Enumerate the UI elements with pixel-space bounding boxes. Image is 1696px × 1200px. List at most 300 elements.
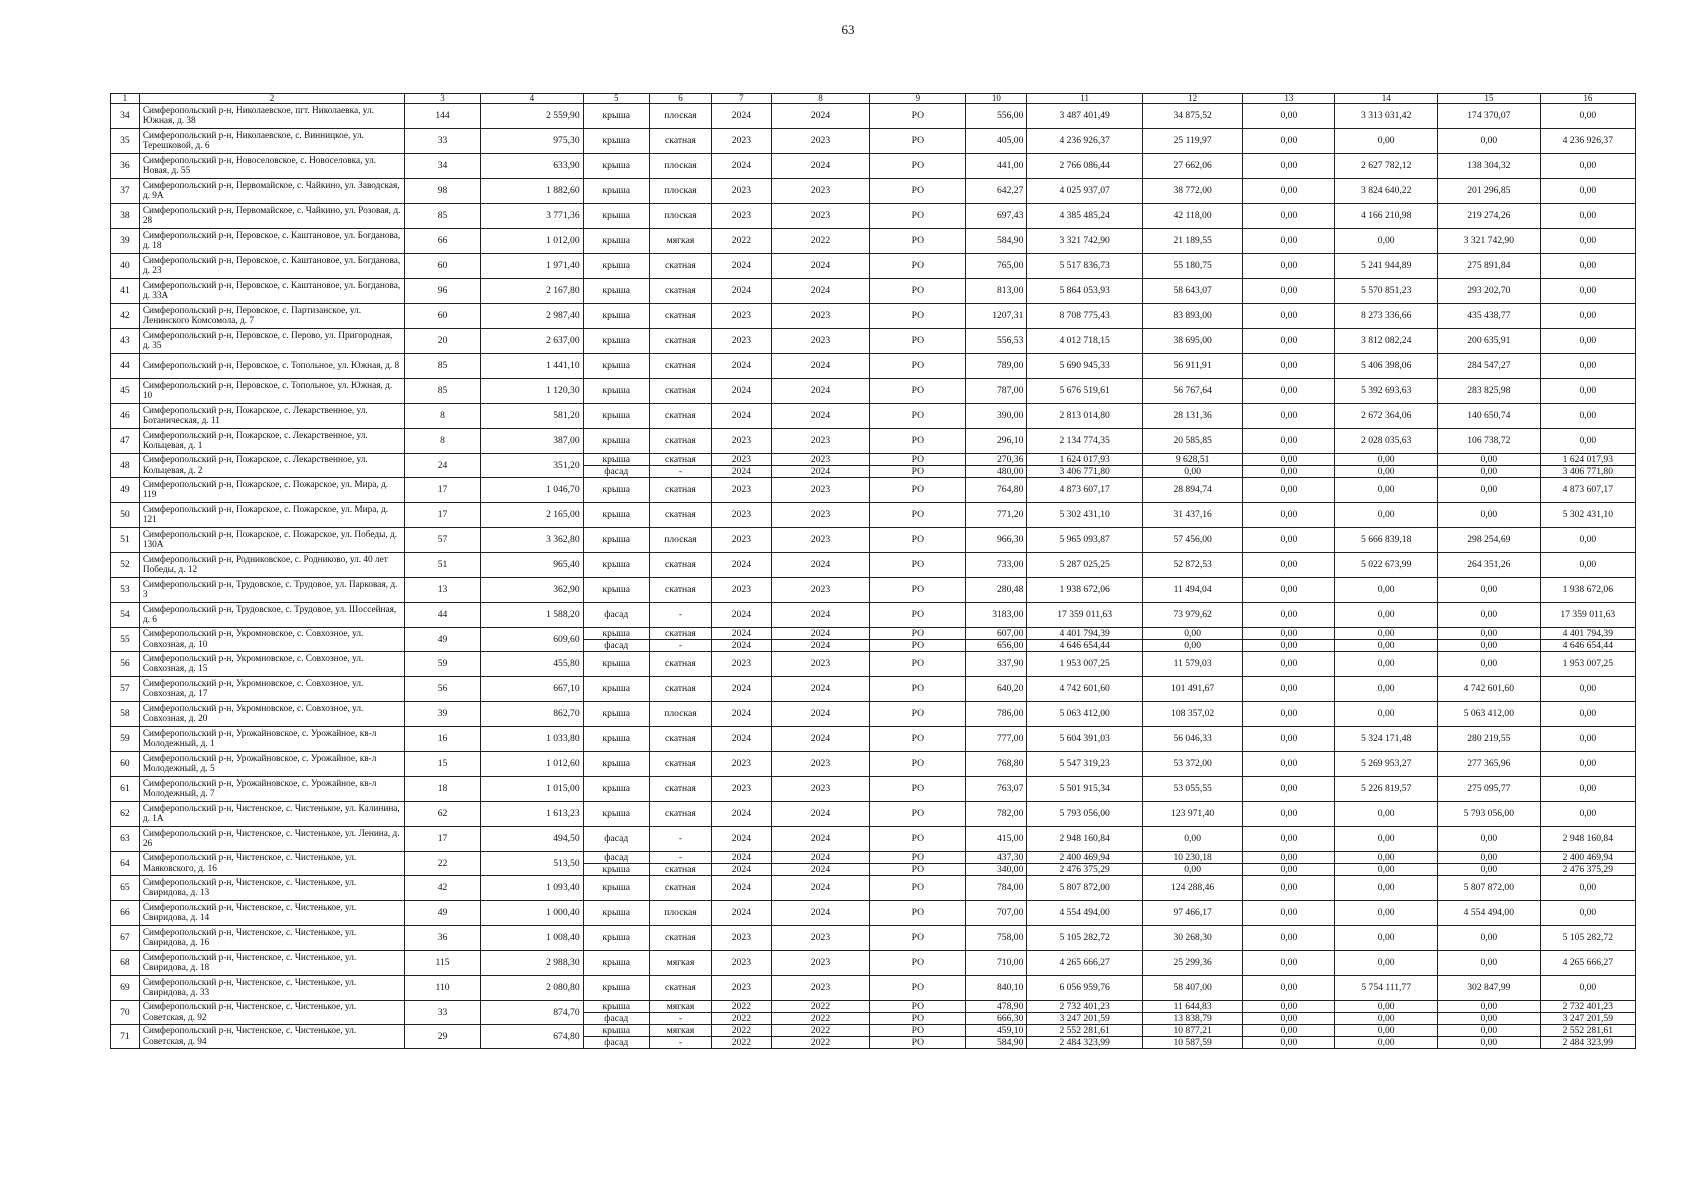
table-row <box>111 802 1636 827</box>
roof-type-cell: плоская <box>649 204 711 229</box>
column-header: 10 <box>966 94 1027 104</box>
cofinance-cell: 200 635,91 <box>1438 329 1541 354</box>
total-cost-cell: 1 938 672,06 <box>1027 578 1142 603</box>
year-start-cell: 2023 <box>711 204 771 229</box>
table-body <box>111 104 1636 1049</box>
fund-cell: 0,00 <box>1243 454 1335 466</box>
roof-type-cell: скатная <box>649 864 711 876</box>
address-cell: Симферопольский р-н, Чистенское, с. Чистенькое, ул. Советская, д. 94 <box>139 1025 404 1049</box>
own-funds-cell: 0,00 <box>1540 354 1635 379</box>
subsidy-cell: 0,00 <box>1335 876 1438 901</box>
total-area-cell: 1 613,23 <box>480 802 583 827</box>
cofinance-cell: 435 438,77 <box>1438 304 1541 329</box>
element-cell: крыша <box>583 454 649 466</box>
apartments-cell: 39 <box>405 702 481 727</box>
year-end-cell: 2022 <box>771 1025 869 1037</box>
funding-source-cell: РО <box>870 528 966 553</box>
row-number-cell: 50 <box>111 503 140 528</box>
roof-type-cell: - <box>649 852 711 864</box>
smeta-cost-cell: 123 971,40 <box>1142 802 1243 827</box>
column-header: 5 <box>583 94 649 104</box>
year-end-cell: 2024 <box>771 727 869 752</box>
cofinance-cell: 0,00 <box>1438 852 1541 864</box>
subsidy-cell: 5 406 398,06 <box>1335 354 1438 379</box>
total-area-cell: 975,30 <box>480 129 583 154</box>
apartments-cell: 17 <box>405 827 481 852</box>
funding-source-cell: РО <box>870 104 966 129</box>
address-cell: Симферопольский р-н, Урожайновское, с. Урожайное, кв-л Молодежный, д. 5 <box>139 752 404 777</box>
total-area-cell: 455,80 <box>480 652 583 677</box>
subsidy-cell: 0,00 <box>1335 1001 1438 1013</box>
year-start-cell: 2024 <box>711 603 771 628</box>
total-area-cell: 362,90 <box>480 578 583 603</box>
area-cell: 459,10 <box>966 1025 1027 1037</box>
fund-cell: 0,00 <box>1243 777 1335 802</box>
cofinance-cell: 0,00 <box>1438 129 1541 154</box>
total-cost-cell: 5 063 412,00 <box>1027 702 1142 727</box>
fund-cell: 0,00 <box>1243 254 1335 279</box>
column-header: 4 <box>480 94 583 104</box>
smeta-cost-cell: 21 189,55 <box>1142 229 1243 254</box>
element-cell: крыша <box>583 129 649 154</box>
total-cost-cell: 5 517 836,73 <box>1027 254 1142 279</box>
table-row <box>111 429 1636 454</box>
area-cell: 840,10 <box>966 976 1027 1001</box>
apartments-cell: 24 <box>405 454 481 478</box>
subsidy-cell: 5 570 851,23 <box>1335 279 1438 304</box>
column-header: 13 <box>1243 94 1335 104</box>
area-cell: 3183,00 <box>966 603 1027 628</box>
funding-source-cell: РО <box>870 926 966 951</box>
table-row <box>111 951 1636 976</box>
funding-source-cell: РО <box>870 852 966 864</box>
subsidy-cell: 0,00 <box>1335 827 1438 852</box>
funding-source-cell: РО <box>870 553 966 578</box>
cofinance-cell: 4 742 601,60 <box>1438 677 1541 702</box>
fund-cell: 0,00 <box>1243 528 1335 553</box>
total-cost-cell: 2 813 014,80 <box>1027 404 1142 429</box>
table-row <box>111 578 1636 603</box>
roof-type-cell: мягкая <box>649 1025 711 1037</box>
address-cell: Симферопольский р-н, Родниковское, с. Родниково, ул. 40 лет Победы, д. 12 <box>139 553 404 578</box>
element-cell: фасад <box>583 603 649 628</box>
apartments-cell: 66 <box>405 229 481 254</box>
smeta-cost-cell: 0,00 <box>1142 628 1243 640</box>
subsidy-cell: 0,00 <box>1335 578 1438 603</box>
row-number-cell: 48 <box>111 454 140 478</box>
smeta-cost-cell: 27 662,06 <box>1142 154 1243 179</box>
total-cost-cell: 3 487 401,49 <box>1027 104 1142 129</box>
roof-type-cell: - <box>649 1037 711 1049</box>
subsidy-cell: 0,00 <box>1335 926 1438 951</box>
total-cost-cell: 4 265 666,27 <box>1027 951 1142 976</box>
own-funds-cell: 0,00 <box>1540 802 1635 827</box>
funding-source-cell: РО <box>870 229 966 254</box>
column-header: 8 <box>771 94 869 104</box>
fund-cell: 0,00 <box>1243 1025 1335 1037</box>
cofinance-cell: 174 370,07 <box>1438 104 1541 129</box>
table-row <box>111 1001 1636 1013</box>
row-number-cell: 46 <box>111 404 140 429</box>
address-cell: Симферопольский р-н, Первомайское, с. Чайкино, ул. Розовая, д. 28 <box>139 204 404 229</box>
year-end-cell: 2024 <box>771 702 869 727</box>
subsidy-cell: 0,00 <box>1335 852 1438 864</box>
area-cell: 656,00 <box>966 640 1027 652</box>
smeta-cost-cell: 11 579,03 <box>1142 652 1243 677</box>
cofinance-cell: 0,00 <box>1438 864 1541 876</box>
total-cost-cell: 1 953 007,25 <box>1027 652 1142 677</box>
year-end-cell: 2023 <box>771 752 869 777</box>
total-cost-cell: 5 807 872,00 <box>1027 876 1142 901</box>
total-cost-cell: 5 547 319,23 <box>1027 752 1142 777</box>
roof-type-cell: скатная <box>649 926 711 951</box>
total-cost-cell: 5 793 056,00 <box>1027 802 1142 827</box>
own-funds-cell: 0,00 <box>1540 304 1635 329</box>
smeta-cost-cell: 73 979,62 <box>1142 603 1243 628</box>
table-row <box>111 852 1636 864</box>
area-cell: 789,00 <box>966 354 1027 379</box>
fund-cell: 0,00 <box>1243 404 1335 429</box>
table-row <box>111 179 1636 204</box>
own-funds-cell: 4 873 607,17 <box>1540 478 1635 503</box>
apartments-cell: 98 <box>405 179 481 204</box>
subsidy-cell: 0,00 <box>1335 951 1438 976</box>
subsidy-cell: 0,00 <box>1335 129 1438 154</box>
funding-source-cell: РО <box>870 727 966 752</box>
fund-cell: 0,00 <box>1243 129 1335 154</box>
year-start-cell: 2023 <box>711 926 771 951</box>
roof-type-cell: скатная <box>649 254 711 279</box>
total-area-cell: 494,50 <box>480 827 583 852</box>
roof-type-cell: плоская <box>649 528 711 553</box>
apartments-cell: 17 <box>405 478 481 503</box>
smeta-cost-cell: 101 491,67 <box>1142 677 1243 702</box>
total-cost-cell: 4 025 937,07 <box>1027 179 1142 204</box>
total-area-cell: 1 882,60 <box>480 179 583 204</box>
row-number-cell: 57 <box>111 677 140 702</box>
fund-cell: 0,00 <box>1243 628 1335 640</box>
area-cell: 758,00 <box>966 926 1027 951</box>
address-cell: Симферопольский р-н, Укромновское, с. Совхозное, ул. Совхозная, д. 15 <box>139 652 404 677</box>
table-header <box>111 94 1636 104</box>
total-cost-cell: 2 400 469,94 <box>1027 852 1142 864</box>
address-cell: Симферопольский р-н, Перовское, с. Каштановое, ул. Богданова, д. 23 <box>139 254 404 279</box>
fund-cell: 0,00 <box>1243 603 1335 628</box>
roof-type-cell: скатная <box>649 404 711 429</box>
year-start-cell: 2024 <box>711 852 771 864</box>
element-cell: крыша <box>583 478 649 503</box>
total-area-cell: 2 080,80 <box>480 976 583 1001</box>
column-header: 1 <box>111 94 140 104</box>
total-area-cell: 3 771,36 <box>480 204 583 229</box>
year-start-cell: 2023 <box>711 429 771 454</box>
cofinance-cell: 106 738,72 <box>1438 429 1541 454</box>
own-funds-cell: 2 948 160,84 <box>1540 827 1635 852</box>
table-row <box>111 279 1636 304</box>
fund-cell: 0,00 <box>1243 827 1335 852</box>
own-funds-cell: 4 236 926,37 <box>1540 129 1635 154</box>
row-number-cell: 44 <box>111 354 140 379</box>
fund-cell: 0,00 <box>1243 1037 1335 1049</box>
year-end-cell: 2023 <box>771 652 869 677</box>
smeta-cost-cell: 124 288,46 <box>1142 876 1243 901</box>
apartments-cell: 16 <box>405 727 481 752</box>
apartments-cell: 8 <box>405 429 481 454</box>
total-cost-cell: 2 732 401,23 <box>1027 1001 1142 1013</box>
row-number-cell: 62 <box>111 802 140 827</box>
element-cell: крыша <box>583 864 649 876</box>
year-end-cell: 2024 <box>771 104 869 129</box>
subsidy-cell: 8 273 336,66 <box>1335 304 1438 329</box>
apartments-cell: 85 <box>405 354 481 379</box>
address-cell: Симферопольский р-н, Чистенское, с. Чистенькое, ул. Ленина, д. 26 <box>139 827 404 852</box>
year-end-cell: 2024 <box>771 864 869 876</box>
address-cell: Симферопольский р-н, Перовское, с. Партизанское, ул. Ленинского Комсомола, д. 7 <box>139 304 404 329</box>
address-cell: Симферопольский р-н, Пожарское, с. Пожарское, ул. Мира, д. 121 <box>139 503 404 528</box>
area-cell: 782,00 <box>966 802 1027 827</box>
element-cell: крыша <box>583 179 649 204</box>
apartments-cell: 15 <box>405 752 481 777</box>
smeta-cost-cell: 11 644,83 <box>1142 1001 1243 1013</box>
own-funds-cell: 5 302 431,10 <box>1540 503 1635 528</box>
year-start-cell: 2023 <box>711 528 771 553</box>
roof-type-cell: скатная <box>649 279 711 304</box>
subsidy-cell: 0,00 <box>1335 901 1438 926</box>
year-start-cell: 2024 <box>711 379 771 404</box>
year-end-cell: 2024 <box>771 404 869 429</box>
funding-source-cell: РО <box>870 628 966 640</box>
total-area-cell: 2 987,40 <box>480 304 583 329</box>
element-cell: крыша <box>583 154 649 179</box>
total-cost-cell: 17 359 011,63 <box>1027 603 1142 628</box>
year-start-cell: 2024 <box>711 553 771 578</box>
subsidy-cell: 0,00 <box>1335 229 1438 254</box>
total-area-cell: 1 000,40 <box>480 901 583 926</box>
element-cell: фасад <box>583 852 649 864</box>
apartments-cell: 57 <box>405 528 481 553</box>
subsidy-cell: 0,00 <box>1335 478 1438 503</box>
year-end-cell: 2022 <box>771 1013 869 1025</box>
apartments-cell: 36 <box>405 926 481 951</box>
total-area-cell: 387,00 <box>480 429 583 454</box>
year-start-cell: 2024 <box>711 640 771 652</box>
roof-type-cell: мягкая <box>649 951 711 976</box>
year-end-cell: 2023 <box>771 304 869 329</box>
fund-cell: 0,00 <box>1243 802 1335 827</box>
own-funds-cell: 1 953 007,25 <box>1540 652 1635 677</box>
year-end-cell: 2024 <box>771 827 869 852</box>
total-cost-cell: 2 134 774,35 <box>1027 429 1142 454</box>
fund-cell: 0,00 <box>1243 503 1335 528</box>
table-row <box>111 129 1636 154</box>
subsidy-cell: 5 241 944,89 <box>1335 254 1438 279</box>
own-funds-cell: 2 552 281,61 <box>1540 1025 1635 1037</box>
element-cell: крыша <box>583 901 649 926</box>
area-cell: 707,00 <box>966 901 1027 926</box>
year-start-cell: 2024 <box>711 254 771 279</box>
fund-cell: 0,00 <box>1243 466 1335 478</box>
row-number-cell: 63 <box>111 827 140 852</box>
year-start-cell: 2024 <box>711 104 771 129</box>
area-cell: 813,00 <box>966 279 1027 304</box>
cofinance-cell: 0,00 <box>1438 628 1541 640</box>
total-cost-cell: 3 406 771,80 <box>1027 466 1142 478</box>
area-cell: 768,80 <box>966 752 1027 777</box>
total-area-cell: 1 033,80 <box>480 727 583 752</box>
cofinance-cell: 302 847,99 <box>1438 976 1541 1001</box>
area-cell: 777,00 <box>966 727 1027 752</box>
total-cost-cell: 5 965 093,87 <box>1027 528 1142 553</box>
area-cell: 666,30 <box>966 1013 1027 1025</box>
apartments-cell: 34 <box>405 154 481 179</box>
apartments-cell: 22 <box>405 852 481 876</box>
own-funds-cell: 0,00 <box>1540 279 1635 304</box>
fund-cell: 0,00 <box>1243 951 1335 976</box>
address-cell: Симферопольский р-н, Урожайновское, с. Урожайное, кв-л Молодежный, д. 1 <box>139 727 404 752</box>
column-header: 3 <box>405 94 481 104</box>
table-row <box>111 254 1636 279</box>
own-funds-cell: 0,00 <box>1540 204 1635 229</box>
own-funds-cell: 3 247 201,59 <box>1540 1013 1635 1025</box>
year-start-cell: 2023 <box>711 951 771 976</box>
subsidy-cell: 0,00 <box>1335 503 1438 528</box>
year-start-cell: 2023 <box>711 129 771 154</box>
smeta-cost-cell: 58 643,07 <box>1142 279 1243 304</box>
total-area-cell: 965,40 <box>480 553 583 578</box>
fund-cell: 0,00 <box>1243 104 1335 129</box>
own-funds-cell: 1 938 672,06 <box>1540 578 1635 603</box>
subsidy-cell: 0,00 <box>1335 677 1438 702</box>
cofinance-cell: 3 321 742,90 <box>1438 229 1541 254</box>
column-header: 6 <box>649 94 711 104</box>
roof-type-cell: скатная <box>649 354 711 379</box>
area-cell: 765,00 <box>966 254 1027 279</box>
year-start-cell: 2024 <box>711 864 771 876</box>
cofinance-cell: 264 351,26 <box>1438 553 1541 578</box>
area-cell: 784,00 <box>966 876 1027 901</box>
area-cell: 966,30 <box>966 528 1027 553</box>
cofinance-cell: 140 650,74 <box>1438 404 1541 429</box>
roof-type-cell: плоская <box>649 154 711 179</box>
element-cell: крыша <box>583 329 649 354</box>
year-end-cell: 2024 <box>771 640 869 652</box>
year-end-cell: 2024 <box>771 379 869 404</box>
roof-type-cell: скатная <box>649 802 711 827</box>
total-area-cell: 2 165,00 <box>480 503 583 528</box>
smeta-cost-cell: 55 180,75 <box>1142 254 1243 279</box>
year-start-cell: 2024 <box>711 354 771 379</box>
row-number-cell: 34 <box>111 104 140 129</box>
subsidy-cell: 5 269 953,27 <box>1335 752 1438 777</box>
element-cell: крыша <box>583 802 649 827</box>
roof-type-cell: скатная <box>649 304 711 329</box>
element-cell: фасад <box>583 1013 649 1025</box>
fund-cell: 0,00 <box>1243 229 1335 254</box>
cofinance-cell: 0,00 <box>1438 1013 1541 1025</box>
roof-type-cell: скатная <box>649 578 711 603</box>
smeta-cost-cell: 25 119,97 <box>1142 129 1243 154</box>
address-cell: Симферопольский р-н, Укромновское, с. Совхозное, ул. Совхозная, д. 20 <box>139 702 404 727</box>
subsidy-cell: 0,00 <box>1335 628 1438 640</box>
funding-source-cell: РО <box>870 304 966 329</box>
area-cell: 556,00 <box>966 104 1027 129</box>
total-cost-cell: 2 484 323,99 <box>1027 1037 1142 1049</box>
subsidy-cell: 5 022 673,99 <box>1335 553 1438 578</box>
year-end-cell: 2023 <box>771 129 869 154</box>
year-end-cell: 2022 <box>771 229 869 254</box>
year-end-cell: 2023 <box>771 179 869 204</box>
total-area-cell: 2 559,90 <box>480 104 583 129</box>
apartments-cell: 8 <box>405 404 481 429</box>
area-cell: 405,00 <box>966 129 1027 154</box>
element-cell: крыша <box>583 404 649 429</box>
cofinance-cell: 201 296,85 <box>1438 179 1541 204</box>
area-cell: 763,07 <box>966 777 1027 802</box>
element-cell: фасад <box>583 640 649 652</box>
total-cost-cell: 4 873 607,17 <box>1027 478 1142 503</box>
funding-source-cell: РО <box>870 179 966 204</box>
year-start-cell: 2024 <box>711 727 771 752</box>
own-funds-cell: 0,00 <box>1540 876 1635 901</box>
cofinance-cell: 275 095,77 <box>1438 777 1541 802</box>
row-number-cell: 58 <box>111 702 140 727</box>
year-end-cell: 2023 <box>771 578 869 603</box>
page-number: 63 <box>841 22 855 37</box>
area-cell: 697,43 <box>966 204 1027 229</box>
row-number-cell: 68 <box>111 951 140 976</box>
element-cell: крыша <box>583 702 649 727</box>
smeta-cost-cell: 108 357,02 <box>1142 702 1243 727</box>
smeta-cost-cell: 52 872,53 <box>1142 553 1243 578</box>
table-row <box>111 204 1636 229</box>
year-end-cell: 2024 <box>771 901 869 926</box>
total-area-cell: 1 120,30 <box>480 379 583 404</box>
roof-type-cell: мягкая <box>649 1001 711 1013</box>
total-cost-cell: 4 742 601,60 <box>1027 677 1142 702</box>
own-funds-cell: 4 646 654,44 <box>1540 640 1635 652</box>
funding-source-cell: РО <box>870 1013 966 1025</box>
element-cell: крыша <box>583 727 649 752</box>
total-cost-cell: 5 690 945,33 <box>1027 354 1142 379</box>
own-funds-cell: 0,00 <box>1540 976 1635 1001</box>
fund-cell: 0,00 <box>1243 1013 1335 1025</box>
element-cell: крыша <box>583 553 649 578</box>
fund-cell: 0,00 <box>1243 578 1335 603</box>
apartments-cell: 85 <box>405 204 481 229</box>
roof-type-cell: скатная <box>649 727 711 752</box>
repair-program-table <box>110 93 1636 1049</box>
funding-source-cell: РО <box>870 154 966 179</box>
subsidy-cell: 5 666 839,18 <box>1335 528 1438 553</box>
year-start-cell: 2022 <box>711 1037 771 1049</box>
table-row <box>111 404 1636 429</box>
fund-cell: 0,00 <box>1243 640 1335 652</box>
row-number-cell: 60 <box>111 752 140 777</box>
element-cell: крыша <box>583 926 649 951</box>
address-cell: Симферопольский р-н, Перовское, с. Перово, ул. Пригородная, д. 35 <box>139 329 404 354</box>
smeta-cost-cell: 57 456,00 <box>1142 528 1243 553</box>
row-number-cell: 71 <box>111 1025 140 1049</box>
total-area-cell: 674,80 <box>480 1025 583 1049</box>
table-row <box>111 478 1636 503</box>
fund-cell: 0,00 <box>1243 1001 1335 1013</box>
total-area-cell: 862,70 <box>480 702 583 727</box>
table-row <box>111 777 1636 802</box>
apartments-cell: 59 <box>405 652 481 677</box>
apartments-cell: 20 <box>405 329 481 354</box>
apartments-cell: 62 <box>405 802 481 827</box>
roof-type-cell: скатная <box>649 677 711 702</box>
